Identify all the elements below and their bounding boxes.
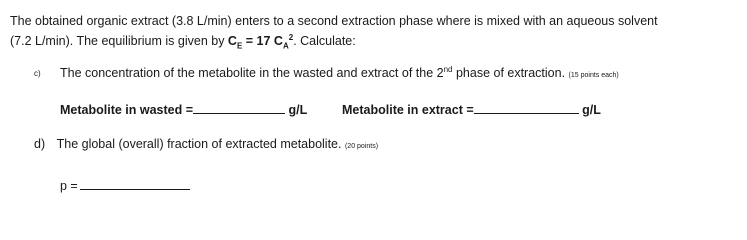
problem-statement: [10, 11, 740, 51]
intro-line-1: The obtained organic extract (3.8 L/min) enters to a second extraction phase where is mixed with an aqueous solvent: [10, 14, 658, 28]
intro-line-2-prefix: (7.2 L/min). The equilibrium is given by: [10, 34, 228, 48]
p-answer-blank[interactable]: [80, 177, 190, 190]
question-d-points: (20 points): [344, 143, 379, 150]
extract-unit: g/L: [582, 103, 601, 117]
wasted-unit: g/L: [288, 103, 308, 117]
wasted-label: Metabolite in wasted =: [60, 103, 194, 117]
extract-answer-blank[interactable]: [474, 101, 579, 114]
extract-label: Metabolite in extract =: [342, 103, 474, 117]
intro-line-2-suffix: . Calculate:: [293, 34, 356, 48]
question-d: [34, 137, 378, 151]
question-d-label: d): [34, 137, 46, 151]
question-c-points: (15 points each): [568, 72, 619, 79]
equation: $C_E = 17$ $C_A^2$: [227, 32, 294, 51]
wasted-answer-blank[interactable]: [193, 101, 285, 114]
answer-row-c: [60, 101, 601, 117]
question-c-text: The concentration of the metabolite in the wasted and extract of the 2nd phase of extraction. (15 points each): [60, 64, 619, 80]
p-label: p =: [60, 179, 78, 193]
question-d-text: The global (overall) fraction of extracted metabolite. (20 points): [56, 137, 379, 151]
answer-row-d: [60, 177, 190, 193]
question-c-label: c): [34, 69, 41, 78]
